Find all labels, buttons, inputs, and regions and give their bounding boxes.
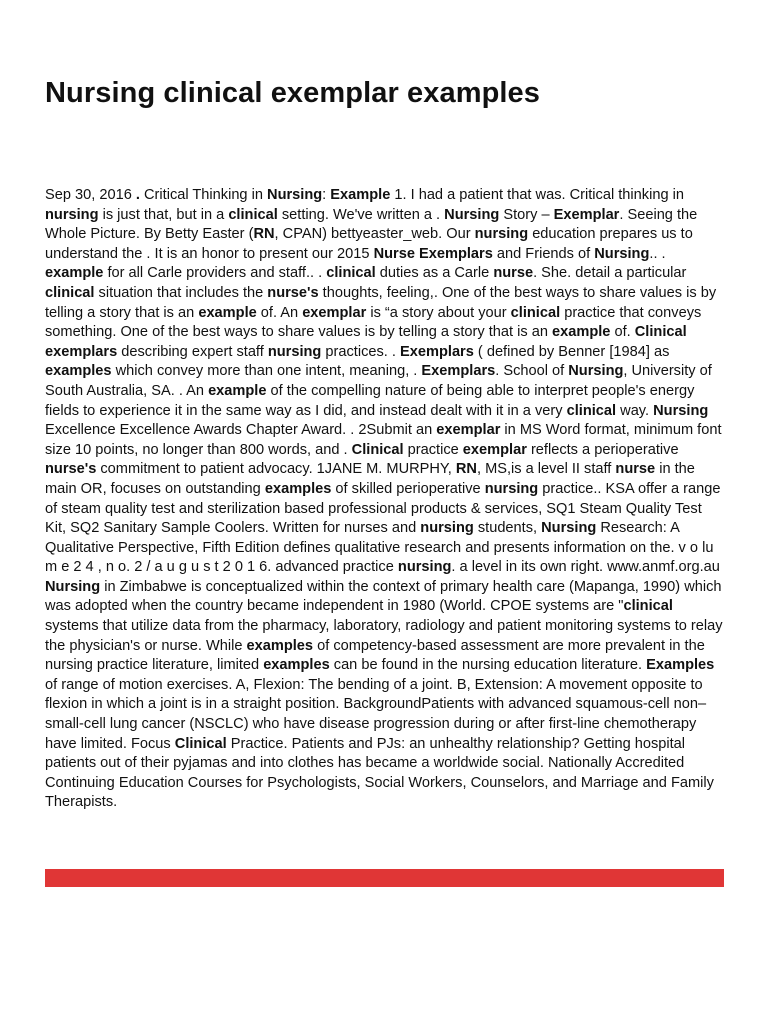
body-text-segment: of. [610, 324, 635, 341]
highlighted-keyword: examples [263, 657, 330, 674]
highlighted-keyword: exemplar [462, 441, 527, 458]
highlighted-keyword: example [552, 324, 611, 341]
body-text-segment: which convey more than one intent, meaning, . [111, 363, 422, 380]
highlighted-keyword: Examples [646, 657, 715, 674]
highlighted-keyword: nursing [267, 343, 322, 360]
highlighted-keyword: Clinical exemplars [45, 324, 687, 360]
body-text-segment: systems that utilize data from the pharmacy, laboratory, radiology and patient monitoring systems to relay the physician's or nurse. While [45, 618, 723, 654]
body-text-segment: , University of South Australia, SA. . An [45, 363, 712, 399]
body-text-segment: can be found in the nursing education literature. [329, 657, 647, 674]
body-text-segment: Practice. Patients and PJs: an unhealthy relationship? Getting hospital patients out of their pyjamas and into clothes has became a worldwide social. Nationally Accredited Continuing Education Courses for Psychologists, Social Workers, Counselors, and Marriage and Family Therapists. [45, 735, 714, 811]
body-text-segment: Research: A Qualitative Perspective, Fifth Edition defines qualitative research and presents information on the. v o lu m e 2 4 , n o. 2 / a u g u s t 2 0 1 6. advanced practice [45, 520, 714, 576]
highlighted-keyword: Clinical [174, 735, 227, 752]
highlighted-keyword: Nursing [45, 578, 101, 595]
highlighted-keyword: nursing [474, 226, 529, 243]
highlighted-keyword: nursing [484, 480, 539, 497]
highlighted-keyword: clinical [623, 598, 673, 615]
body-text-segment: thoughts, feeling,. One of the best ways to share values is by telling a story that is an [45, 284, 717, 321]
document-body-paragraph [45, 186, 726, 813]
red-divider-bar [45, 869, 724, 887]
body-text-segment: setting. We've written a . [277, 206, 445, 223]
highlighted-keyword: RN [455, 461, 477, 478]
document-title: Nursing clinical exemplar examples [45, 77, 541, 109]
body-text-segment: for all Carle providers and staff.. . [103, 265, 327, 282]
highlighted-keyword: nurse [493, 265, 534, 282]
highlighted-keyword: example [198, 304, 257, 321]
body-text-segment: . She. detail a particular [533, 265, 687, 282]
highlighted-keyword: examples [246, 637, 314, 654]
body-text-segment: of competency-based assessment are more prevalent in the nursing practice literature, limited [45, 637, 705, 674]
body-text-segment: commitment to patient advocacy. 1JANE M. MURPHY, [96, 461, 456, 478]
body-text-segment: of range of motion exercises. A, Flexion: The bending of a joint. B, Extension: A movement opposite to flexion in which a joint is in a straight position. BackgroundPatients with advanced squamous-cell non–small-cell lung cancer (NSCLC) who have disease progression during or after first-line chemotherapy have limited. Focus [45, 676, 707, 752]
highlighted-keyword: Exemplar [553, 206, 620, 223]
body-text-segment: of skilled perioperative [331, 480, 485, 497]
body-text-segment: .. . [649, 245, 666, 262]
body-text-segment: , CPAN) bettyeaster_web. Our [274, 226, 475, 243]
body-text-segment: of the compelling nature of being able to interpret people's energy fields to experience it in the same way as I did, and instead dealt with it in a very [45, 382, 695, 419]
highlighted-keyword: . [135, 187, 140, 203]
body-text-segment: practice that conveys something. One of the best ways to share values is by telling a story that is an [45, 304, 702, 341]
highlighted-keyword: clinical [566, 402, 617, 419]
body-text-segment: . a level in its own right. www.anmf.org.au [451, 559, 720, 576]
highlighted-keyword: Nursing [594, 245, 650, 262]
highlighted-keyword: Example [330, 187, 391, 203]
body-text-segment: and Friends of [492, 245, 595, 262]
body-text-segment: education prepares us to understand the . It is an honor to present our 2015 [45, 226, 693, 262]
highlighted-keyword: Exemplars [400, 343, 474, 360]
body-text-segment: duties as a Carle [375, 265, 494, 282]
highlighted-keyword: Nursing [267, 187, 323, 203]
body-text-segment: in MS Word format, minimum font size 10 points, no longer than 800 words, and . [45, 422, 722, 458]
body-text-segment: , MS,is a level II staff [476, 461, 616, 478]
body-text-segment: describing expert staff [117, 343, 268, 360]
body-text-segment: practice [403, 441, 463, 458]
highlighted-keyword: exemplar [302, 304, 367, 321]
highlighted-keyword: Nursing [653, 402, 709, 419]
highlighted-keyword: example [45, 265, 104, 282]
body-text-segment: students, [473, 520, 542, 537]
highlighted-keyword: Nursing [444, 206, 500, 223]
highlighted-keyword: examples [264, 480, 332, 497]
body-text-segment: of. An [256, 304, 303, 321]
highlighted-keyword: Clinical [351, 441, 404, 458]
body-text-segment: : [322, 187, 331, 203]
body-text-segment: situation that includes the [94, 284, 268, 301]
highlighted-keyword: nursing [397, 559, 452, 576]
body-text-segment: Excellence Excellence Awards Chapter Award. . 2Submit an [45, 422, 437, 439]
body-text-segment: 1. I had a patient that was. Critical thinking in [390, 187, 684, 203]
body-text-segment: way. [616, 402, 654, 419]
highlighted-keyword: nursing [420, 520, 474, 537]
body-text-segment: is “a story about your [366, 304, 511, 321]
highlighted-keyword: clinical [45, 284, 95, 301]
highlighted-keyword: Nurse Exemplars [373, 245, 493, 262]
highlighted-keyword: nurse's [45, 461, 97, 478]
highlighted-keyword: nursing [45, 206, 99, 223]
highlighted-keyword: example [208, 382, 267, 399]
highlighted-keyword: RN [253, 226, 275, 243]
highlighted-keyword: Nursing [541, 520, 597, 537]
highlighted-keyword: nurse's [267, 284, 319, 301]
highlighted-keyword: clinical [326, 265, 376, 282]
body-text-segment: reflects a perioperative [526, 441, 679, 458]
body-text-segment: ( defined by Benner [1984] as [473, 343, 670, 360]
body-text-segment: Story – [499, 206, 554, 223]
body-text-segment: in Zimbabwe is conceptualized within the context of primary health care (Mapanga, 1990) which was adopted when the country became independent in 1980 (World. CPOE systems are " [45, 578, 722, 615]
body-text-segment: is just that, but in a [98, 206, 229, 223]
body-text-segment: practices. . [321, 343, 401, 360]
body-text-segment: . Seeing the Whole Picture. By Betty Easter ( [45, 206, 698, 243]
highlighted-keyword: Nursing [568, 363, 624, 380]
body-text-segment: in the main OR, focuses on outstanding [45, 461, 695, 497]
highlighted-keyword: exemplar [436, 422, 501, 439]
highlighted-keyword: examples [45, 363, 112, 380]
body-text-segment: Sep 30, 2016 [45, 187, 136, 203]
highlighted-keyword: clinical [510, 304, 561, 321]
highlighted-keyword: clinical [228, 206, 278, 223]
body-text-segment: . School of [495, 363, 569, 380]
body-text-segment: Critical Thinking in [139, 187, 268, 203]
highlighted-keyword: Exemplars [421, 363, 496, 380]
body-text-segment: practice.. KSA offer a range of steam quality test and sterilization based professional products & services, SQ1 Steam Quality Test Kit, SQ2 Sanitary Sample Coolers. Written for nurses and [45, 480, 721, 537]
highlighted-keyword: nurse [615, 461, 656, 478]
